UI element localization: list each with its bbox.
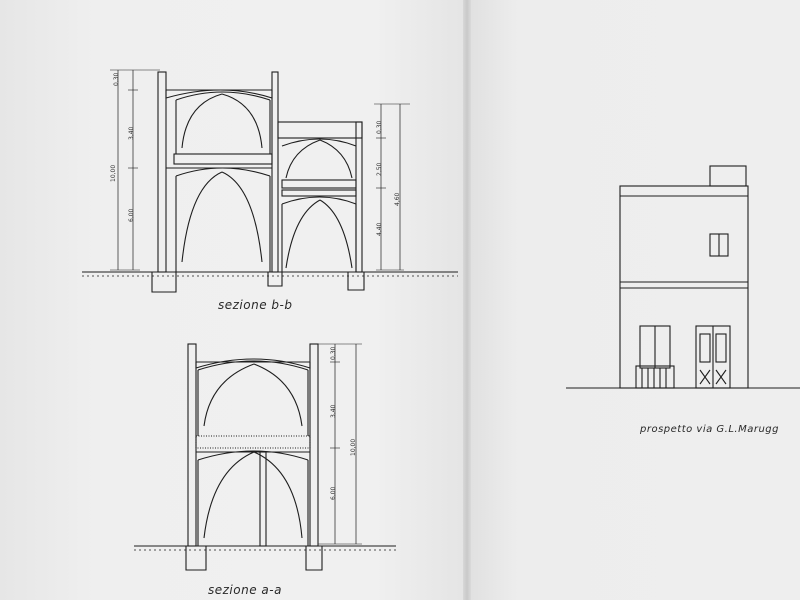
dim-aa-roof: 0,30 [330,346,337,360]
caption-section-bb: sezione b-b [218,298,293,312]
caption-elevation: prospetto via G.L.Marugg [640,424,780,435]
dim-aa-lower: 6,00 [330,486,337,500]
dim-bb-left-total: 10,00 [110,164,117,182]
section-aa-drawing [134,344,396,570]
caption-section-aa: sezione a-a [208,583,282,597]
dim-bb-right-total: 4,60 [394,192,401,206]
dim-bb-left-upper: 3,40 [128,126,135,140]
section-bb-drawing [82,70,458,292]
dim-aa-total: 10,00 [350,438,357,456]
elevation-drawing [566,166,800,388]
dim-bb-right-roof: 0,30 [376,120,383,134]
dim-bb-left-roof: 0,30 [113,72,120,86]
dim-aa-upper: 3,40 [330,404,337,418]
dim-bb-right-lower: 4,40 [376,222,383,236]
dim-bb-right-upper: 2,50 [376,162,383,176]
dim-bb-left-lower: 6,00 [128,208,135,222]
